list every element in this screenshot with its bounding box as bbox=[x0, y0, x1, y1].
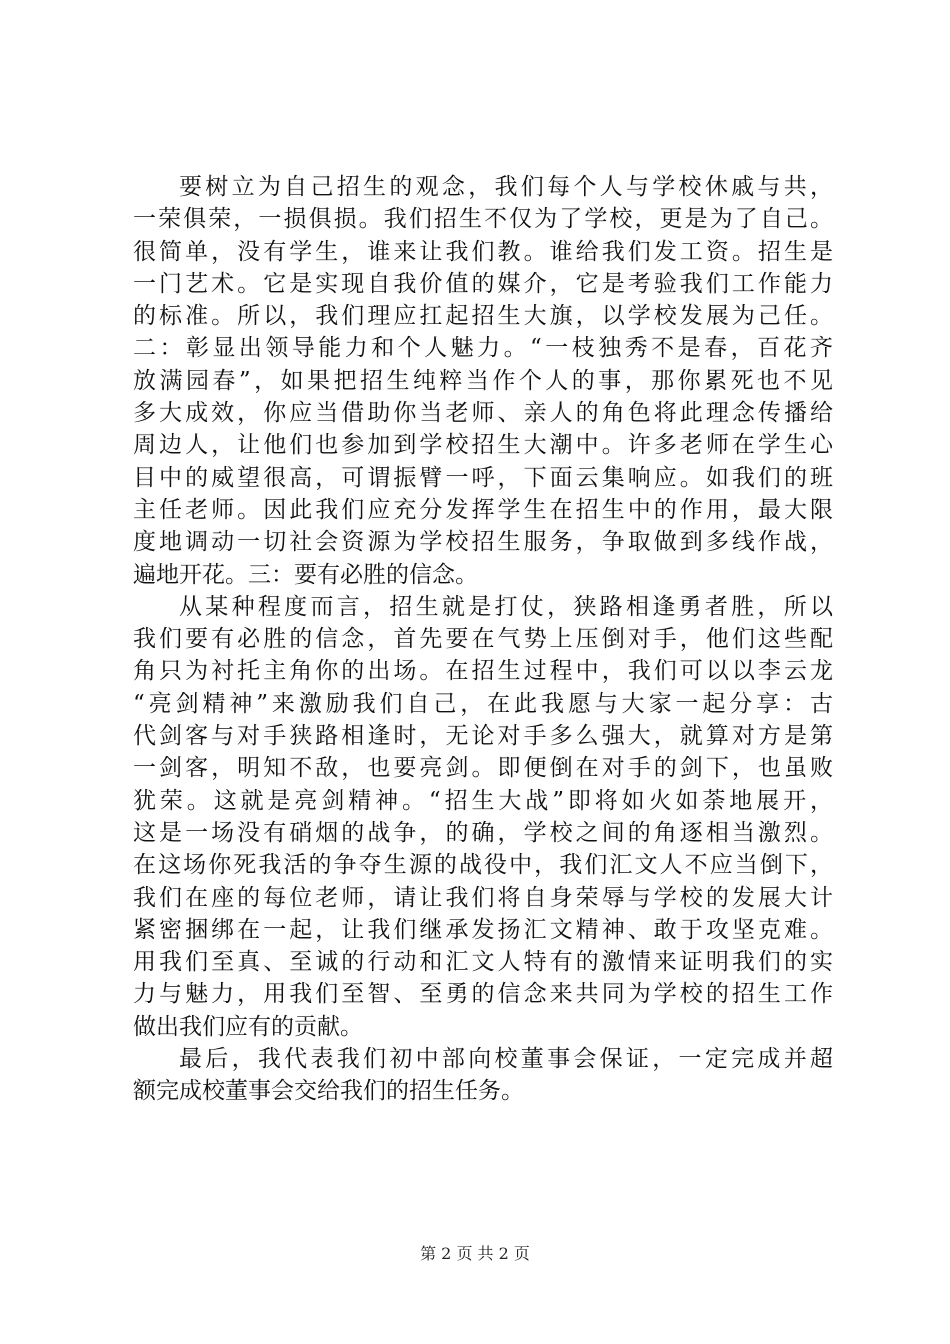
text-line: “亮剑精神”来激励我们自己，在此我愿与大家一起分享：古 bbox=[133, 690, 833, 717]
text-line: 很简单，没有学生，谁来让我们教。谁给我们发工资。招生是 bbox=[133, 238, 833, 265]
body-text bbox=[133, 171, 833, 1108]
text-line: 一荣俱荣，一损俱损。我们招生不仅为了学校，更是为了自己。 bbox=[133, 206, 833, 233]
text-line: 最后，我代表我们初中部向校董事会保证，一定完成并超 bbox=[179, 1046, 833, 1073]
text-line: 紧密捆绑在一起，让我们继承发扬汇文精神、敢于攻坚克难。 bbox=[133, 916, 833, 943]
text-line: 我们要有必胜的信念，首先要在气势上压倒对手，他们这些配 bbox=[133, 626, 833, 653]
text-line: 力与魅力，用我们至智、至勇的信念来共同为学校的招生工作 bbox=[133, 981, 833, 1008]
text-line: 代剑客与对手狭路相逢时，无论对手多么强大，就算对方是第 bbox=[133, 723, 833, 750]
text-line: 的标准。所以，我们理应扛起招生大旗，以学校发展为己任。 bbox=[133, 303, 833, 330]
text-line: 这是一场没有硝烟的战争，的确，学校之间的角逐相当激烈。 bbox=[133, 819, 833, 846]
text-line: 遍地开花。三：要有必胜的信念。 bbox=[133, 561, 478, 588]
text-line: 犹荣。这就是亮剑精神。“招生大战”即将如火如荼地展开， bbox=[133, 787, 833, 814]
text-line: 角只为衬托主角你的出场。在招生过程中，我们可以以李云龙 bbox=[133, 658, 833, 685]
text-line: 一门艺术。它是实现自我价值的媒介，它是考验我们工作能力 bbox=[133, 270, 833, 297]
text-line: 用我们至真、至诚的行动和汇文人特有的激情来证明我们的实 bbox=[133, 949, 833, 976]
text-line: 在这场你死我活的争夺生源的战役中，我们汇文人不应当倒下， bbox=[133, 852, 833, 879]
text-line: 放满园春”，如果把招生纯粹当作个人的事，那你累死也不见 bbox=[133, 367, 833, 394]
text-line: 度地调动一切社会资源为学校招生服务，争取做到多线作战， bbox=[133, 529, 833, 556]
text-line: 目中的威望很高，可谓振臂一呼，下面云集响应。如我们的班 bbox=[133, 464, 833, 491]
text-line: 二：彰显出领导能力和个人魅力。“一枝独秀不是春，百花齐 bbox=[133, 335, 833, 362]
text-line: 我们在座的每位老师，请让我们将自身荣辱与学校的发展大计 bbox=[133, 884, 833, 911]
text-line: 做出我们应有的贡献。 bbox=[133, 1013, 363, 1040]
text-line: 从某种程度而言，招生就是打仗，狭路相逢勇者胜，所以 bbox=[179, 593, 833, 620]
page-footer: 第 2 页 共 2 页 bbox=[420, 1244, 530, 1263]
text-line: 要树立为自己招生的观念，我们每个人与学校休戚与共， bbox=[179, 174, 833, 200]
text-line: 一剑客，明知不敌，也要亮剑。即便倒在对手的剑下，也虽败 bbox=[133, 755, 833, 782]
text-line: 主任老师。因此我们应充分发挥学生在招生中的作用，最大限 bbox=[133, 496, 833, 523]
text-line: 额完成校董事会交给我们的招生任务。 bbox=[133, 1078, 524, 1105]
text-line: 周边人，让他们也参加到学校招生大潮中。许多老师在学生心 bbox=[133, 432, 833, 459]
text-line: 多大成效，你应当借助你当老师、亲人的角色将此理念传播给 bbox=[133, 400, 833, 427]
